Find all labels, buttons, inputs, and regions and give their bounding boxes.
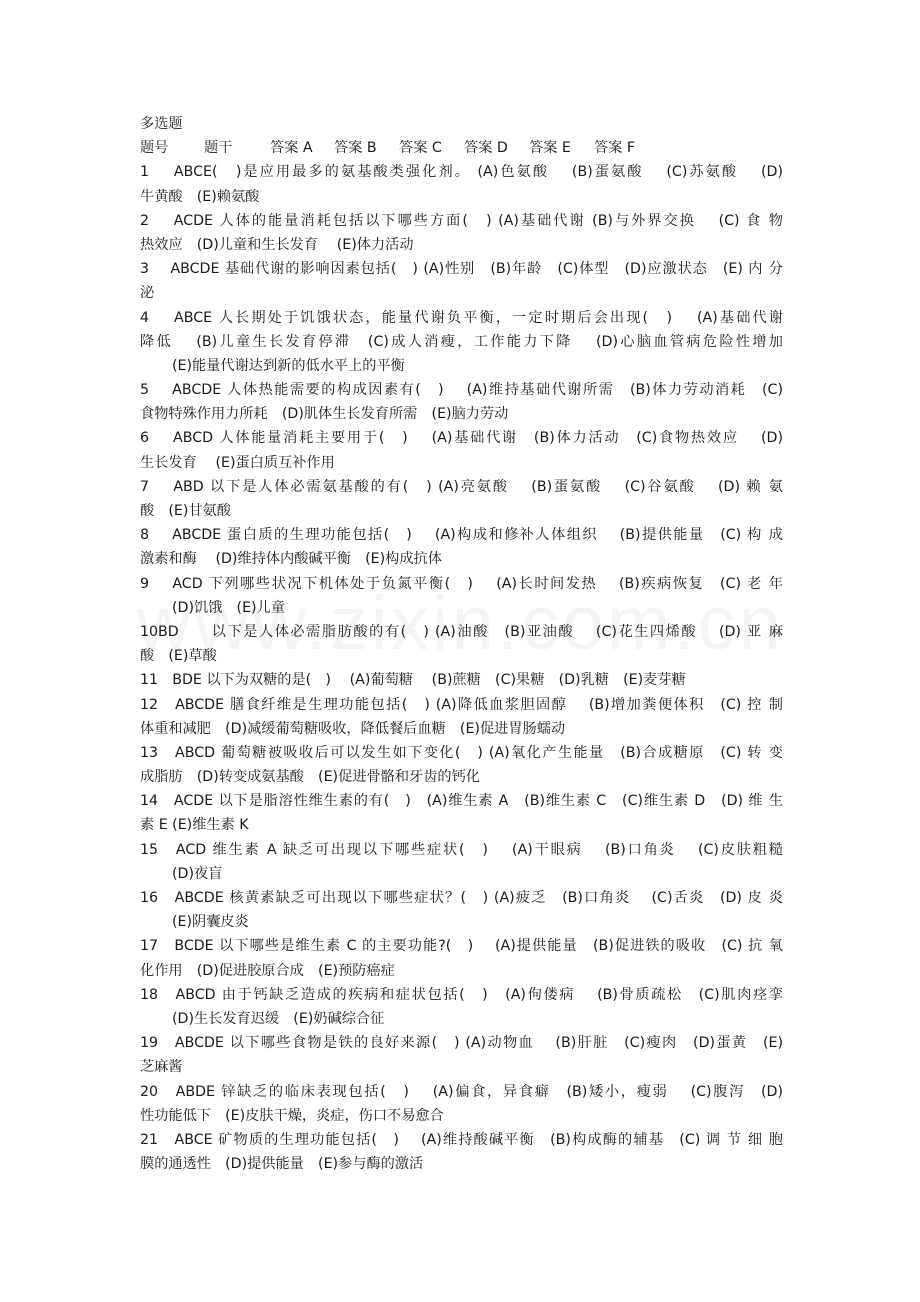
question-line: 生长发育 (E)蛋白质互补作用 — [140, 454, 335, 471]
header-no: 题号 — [140, 140, 169, 157]
question-line: 体重和减肥 (D)减缓葡萄糖吸收，降低餐后血糖 (E)促进胃肠蠕动 — [140, 720, 566, 737]
question-line: 9 ACD 下列哪些状况下机体处于负氮平衡( ) (A)长时间发热 (B)疾病恢复 (C) 老 年 — [140, 575, 783, 592]
question-line: 20 ABDE 锌缺乏的临床表现包括( ) (A)偏食，异食癖 (B)矮小，瘦弱 (C)腹泻 (D) — [140, 1083, 783, 1100]
question-line: 21 ABCE 矿物质的生理功能包括( ) (A)维持酸碱平衡 (B)构成酶的辅基 (C) 调 节 细 胞 — [140, 1131, 783, 1148]
question-line: 酸 (E)草酸 — [140, 648, 217, 665]
question-line: 18 ABCD 由于钙缺乏造成的疾病和症状包括( ) (A)佝偻病 (B)骨质疏松 (C)肌肉痉挛 — [140, 986, 783, 1003]
question-line: 4 ABCE 人长期处于饥饿状态，能量代谢负平衡，一定时期后会出现( ) (A)基础代谢 — [140, 309, 783, 326]
question-line: 芝麻酱 — [140, 1059, 183, 1076]
question-line: 降低 (B)儿童生长发育停滞 (C)成人消瘦，工作能力下降 (D)心脑血管病危险性增加 — [140, 333, 783, 350]
question-line: 14 ACDE 以下是脂溶性维生素的有( ) (A)维生素 A (B)维生素 C (C)维生素 D (D) 维 生 — [140, 793, 783, 810]
question-line: 泌 — [140, 285, 155, 302]
question-line: 2 ACDE 人体的能量消耗包括以下哪些方面( ) (A)基础代谢 (B)与外界交换 (C) 食 物 — [140, 212, 783, 229]
header-answer-b: 答案 B — [334, 140, 377, 157]
header-answer-c: 答案 C — [399, 140, 442, 157]
question-line: 3 ABCDE 基础代谢的影响因素包括( ) (A)性别 (B)年龄 (C)体型 (D)应激状态 (E) 内 分 — [140, 261, 783, 278]
header-answer-d: 答案 D — [464, 140, 508, 157]
question-line: (E)能量代谢达到新的低水平上的平衡 — [172, 357, 405, 374]
question-line: 6 ABCD 人体能量消耗主要用于( ) (A)基础代谢 (B)体力活动 (C)食物热效应 (D) — [140, 430, 783, 447]
question-line: 15 ACD 维生素 A 缺乏可出现以下哪些症状( ) (A)干眼病 (B)口角炎 (C)皮肤粗糙 — [140, 841, 783, 858]
header-answer-f: 答案 F — [594, 140, 636, 157]
question-line: 激素和酶 (D)维持体内酸碱平衡 (E)构成抗体 — [140, 551, 442, 568]
question-line: 19 ABCDE 以下哪些食物是铁的良好来源( ) (A)动物血 (B)肝脏 (C)瘦肉 (D)蛋黄 (E) — [140, 1035, 783, 1052]
question-line: 10BD 以下是人体必需脂肪酸的有( ) (A)油酸 (B)亚油酸 (C)花生四烯酸 (D) 亚 麻 — [140, 623, 783, 640]
document-page — [140, 112, 783, 1176]
question-line: 膜的通透性 (D)提供能量 (E)参与酶的激活 — [140, 1156, 424, 1173]
question-line: 素 E (E)维生素 K — [140, 817, 249, 834]
question-line: (D)生长发育迟缓 (E)奶碱综合征 — [172, 1010, 385, 1027]
question-line: 8 ABCDE 蛋白质的生理功能包括( ) (A)构成和修补人体组织 (B)提供能量 (C) 构 成 — [140, 527, 783, 544]
question-line: 13 ABCD 葡萄糖被吸收后可以发生如下变化( ) (A)氧化产生能量 (B)合成糖原 (C) 转 变 — [140, 744, 783, 761]
question-line: 酸 (E)甘氨酸 — [140, 503, 231, 519]
header-stem: 题干 — [204, 140, 233, 157]
question-line: 17 BCDE 以下哪些是维生素 C 的主要功能?( ) (A)提供能量 (B)促进铁的吸收 (C) 抗 氧 — [140, 938, 783, 955]
question-line: 11 BDE 以下为双糖的是( ) (A)葡萄糖 (B)蔗糖 (C)果糖 (D)乳糖 (E)麦芽糖 — [140, 672, 686, 689]
question-line: 性功能低下 (E)皮肤干燥，炎症，伤口不易愈合 — [140, 1107, 444, 1124]
question-line: 化作用 (D)促进胶原合成 (E)预防癌症 — [140, 962, 395, 979]
header-answer-e: 答案 E — [529, 140, 571, 157]
table-header — [140, 136, 783, 160]
question-line: 5 ABCDE 人体热能需要的构成因素有( ) (A)维持基础代谢所需 (B)体力劳动消耗 (C) — [140, 382, 783, 399]
question-line: 7 ABD 以下是人体必需氨基酸的有( ) (A)亮氨酸 (B)蛋氨酸 (C)谷氨酸 (D) 赖 氨 — [140, 478, 783, 495]
question-line: 热效应 (D)儿童和生长发育 (E)体力活动 — [140, 236, 414, 253]
question-line: (E)阴囊皮炎 — [172, 914, 249, 931]
question-line: 牛黄酸 (E)赖氨酸 — [140, 188, 260, 205]
question-line: (D)饥饿 (E)儿童 — [172, 599, 285, 616]
question-line: (D)夜盲 — [172, 865, 223, 882]
question-line: 16 ABCDE 核黄素缺乏可出现以下哪些症状？( ) (A)疲乏 (B)口角炎 (C)舌炎 (D) 皮 炎 — [140, 890, 783, 906]
question-line: 食物特殊作用力所耗 (D)肌体生长发育所需 (E)脑力劳动 — [140, 406, 509, 423]
document-title: 多选题 — [140, 116, 183, 132]
question-line: 1 ABCE( )是应用最多的氨基酸类强化剂。 (A)色氨酸 (B)蛋氨酸 (C)苏氨酸 (D) — [140, 164, 783, 181]
question-line: 12 ABCDE 膳食纤维是生理功能包括( ) (A)降低血浆胆固醇 (B)增加粪便体积 (C) 控 制 — [140, 696, 783, 713]
question-line: 成脂肪 (D)转变成氨基酸 (E)促进骨骼和牙齿的钙化 — [140, 769, 480, 786]
header-answer-a: 答案 A — [270, 140, 313, 157]
